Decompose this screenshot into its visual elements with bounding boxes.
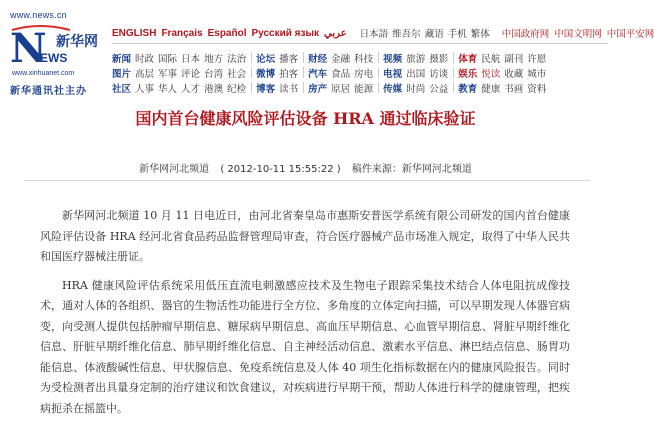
nav-link[interactable]: 原居: [331, 83, 351, 95]
nav-head-link[interactable]: 电视: [383, 68, 403, 80]
link-traditional[interactable]: 繁体: [470, 29, 490, 40]
nav-link[interactable]: 高层: [135, 68, 155, 80]
nav-link[interactable]: 纪检: [227, 83, 247, 95]
nav-link[interactable]: 读书: [279, 83, 299, 95]
link-civilization[interactable]: 中国文明网: [554, 29, 602, 40]
nav-link[interactable]: 台湾: [204, 68, 224, 80]
nav-head-link[interactable]: 博客: [256, 83, 276, 95]
nav-head-link[interactable]: 传媒: [383, 83, 403, 95]
nav-link[interactable]: 访谈: [429, 68, 449, 80]
nav-head-link[interactable]: 娱乐: [458, 68, 478, 80]
nav-group: [308, 66, 377, 80]
lang-arabic[interactable]: عربي: [324, 27, 347, 39]
language-divider: [112, 43, 608, 44]
nav-link[interactable]: 时政: [135, 53, 155, 65]
nav-group: [112, 66, 250, 80]
nav-link[interactable]: 房电: [354, 68, 374, 80]
article-source: 新华网河北频道: [139, 164, 210, 175]
nav-link[interactable]: 摄影: [429, 53, 449, 65]
nav-row: [112, 50, 610, 65]
article-title: 国内首台健康风险评估设备 HRA 通过临床验证: [135, 109, 476, 128]
nav-group: [112, 81, 250, 95]
nav-head-link[interactable]: 视频: [383, 53, 403, 65]
nav-link[interactable]: 副刊: [504, 53, 524, 65]
nav-divider: [303, 82, 304, 93]
nav-group: [458, 81, 550, 95]
nav-head-link[interactable]: 体育: [458, 53, 478, 65]
nav-head-link[interactable]: 微博: [256, 68, 276, 80]
nav-link[interactable]: 金融: [331, 53, 351, 65]
lang-uyghur[interactable]: 维吾尔: [392, 29, 421, 40]
article-meta: [0, 160, 611, 175]
nav-link[interactable]: 军事: [158, 68, 178, 80]
nav-group: [112, 51, 250, 65]
nav-link[interactable]: 地方: [204, 53, 224, 65]
nav-link[interactable]: 民航: [481, 53, 501, 65]
nav-head-link[interactable]: 教育: [458, 83, 478, 95]
nav-link[interactable]: 华人: [158, 83, 178, 95]
nav-link[interactable]: 科技: [354, 53, 374, 65]
xinhua-logo[interactable]: [10, 10, 110, 98]
lang-spanish[interactable]: Español: [207, 27, 247, 39]
nav-link[interactable]: 悦读: [481, 68, 501, 80]
link-gov[interactable]: 中国政府网: [501, 29, 550, 40]
logo-mark-tail: EWS: [40, 51, 68, 65]
logo-site: www.xinhuanet.com: [12, 70, 75, 77]
nav-link[interactable]: 播客: [279, 53, 299, 65]
nav-head-link[interactable]: 图片: [112, 68, 132, 80]
nav-divider: [251, 52, 252, 63]
nav-link[interactable]: 旅游: [406, 53, 426, 65]
nav-row: [112, 65, 610, 80]
logo-agency: 新华通讯社主办: [10, 86, 87, 97]
nav-group: [256, 66, 302, 80]
nav-divider: [453, 67, 454, 78]
meta-divider: [24, 180, 590, 181]
nav-group: [383, 81, 452, 95]
lang-tibetan[interactable]: 藏语: [424, 29, 444, 40]
nav-link[interactable]: 评论: [181, 68, 201, 80]
link-peace[interactable]: 中国平安网: [606, 29, 654, 40]
site-header: [0, 0, 654, 100]
nav-link[interactable]: 书画: [504, 83, 524, 95]
nav-head-link[interactable]: 财经: [308, 53, 328, 65]
article-date: ( 2012-10-11 15:55:22 ): [220, 164, 341, 175]
nav-divider: [251, 67, 252, 78]
logo-mark-letter: N: [10, 25, 47, 72]
nav-head-link[interactable]: 汽车: [308, 68, 328, 80]
language-bar: [112, 24, 654, 42]
nav-divider: [378, 52, 379, 63]
nav-divider: [303, 52, 304, 63]
article-paragraph: 新华网河北频道 10 月 11 日电近日，由河北省秦皇岛市惠斯安普医学系统有限公司研发的国内首台健康风险评估设备 HRA 经河北省食品药品监督管理局审查，符合医疗器械产品市场准入规定，取得了中华人民共和国医疗器械注册证。: [40, 209, 570, 263]
article-paragraph: HRA 健康风险评估系统采用低压直流电刺激感应技术及生物电子跟踪采集技术结合人体电阻抗成像技术，通对人体的各组织、器官的生物活性功能进行全方位、多角度的立体定向扫描，可以早期发现人体器官病变，向受测人提供包括肿瘤早期信息、糖尿病早期信息、高血压早期信息、心血管早期信息、肾脏早期纤维化信息、肝脏早期纤维化信息、肺早期纤维化信息、自主神经活动信息、激素水平信息、淋巴结点信息、肠胃功能信息、体液酸碱性信息、甲状腺信息、免疫系统信息及人体 40 项生化指标数据在内的健康风险报告。同时为受检测者出具量身定制的治疗建议和饮食建议，对疾病进行早期干预，帮助人体进行科学的健康管理，把疾病扼杀在摇篮中。: [40, 278, 570, 415]
link-mobile[interactable]: 手机: [447, 29, 467, 40]
nav-link[interactable]: 人才: [181, 83, 201, 95]
nav-head-link[interactable]: 论坛: [256, 53, 276, 65]
nav-divider: [453, 82, 454, 93]
nav-group: [383, 66, 452, 80]
nav-link[interactable]: 日本: [181, 53, 201, 65]
nav-divider: [378, 82, 379, 93]
article-origin: 稿件来源：新华网河北频道: [351, 164, 472, 175]
nav-link[interactable]: 食品: [331, 68, 351, 80]
nav-link[interactable]: 出国: [406, 68, 426, 80]
lang-french[interactable]: Français: [161, 27, 203, 39]
nav-group: [256, 81, 302, 95]
nav-group: [383, 51, 452, 65]
lang-japanese[interactable]: 日本語: [359, 29, 389, 40]
nav-link[interactable]: 许愿: [527, 53, 547, 65]
nav-link[interactable]: 收藏: [504, 68, 524, 80]
lang-russian[interactable]: Русский язык: [251, 27, 320, 39]
nav-link[interactable]: 能源: [354, 83, 374, 95]
nav-link[interactable]: 资料: [527, 83, 547, 95]
nav-group: [458, 66, 550, 80]
nav-divider: [378, 67, 379, 78]
logo-url: www.news.cn: [10, 10, 67, 20]
nav-link[interactable]: 法治: [227, 53, 247, 65]
nav-link[interactable]: 拍客: [279, 68, 299, 80]
nav-link[interactable]: 健康: [481, 83, 501, 95]
channel-nav: [112, 50, 610, 95]
nav-head-link[interactable]: 社区: [112, 83, 132, 95]
nav-group: [458, 51, 550, 65]
xinhua-logo-mark: [10, 24, 110, 72]
nav-group: [308, 81, 377, 95]
lang-english[interactable]: ENGLISH: [112, 27, 157, 39]
article-body: [40, 206, 570, 427]
nav-divider: [453, 52, 454, 63]
nav-link[interactable]: 国际: [158, 53, 178, 65]
nav-group: [256, 51, 302, 65]
nav-link[interactable]: 港澳: [204, 83, 224, 95]
nav-divider: [303, 67, 304, 78]
nav-group: [308, 51, 377, 65]
nav-link[interactable]: 社会: [227, 68, 247, 80]
nav-link[interactable]: 公益: [429, 83, 449, 95]
nav-divider: [251, 82, 252, 93]
nav-row: [112, 80, 610, 95]
nav-head-link[interactable]: 房产: [308, 83, 328, 95]
nav-link[interactable]: 城市: [527, 68, 547, 80]
logo-name: 新华网: [56, 34, 98, 50]
nav-link[interactable]: 时尚: [406, 83, 426, 95]
nav-link[interactable]: 人事: [135, 83, 155, 95]
nav-head-link[interactable]: 新闻: [112, 53, 132, 65]
